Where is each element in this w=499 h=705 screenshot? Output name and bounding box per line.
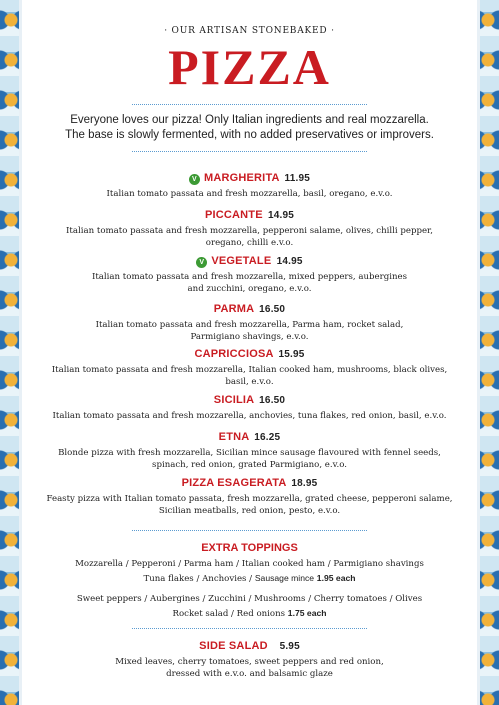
item-desc-line: and zucchini, oregano, e.v.o.: [187, 284, 312, 294]
menu-item-margherita: [32, 172, 467, 200]
side-salad-price: 5.95: [279, 641, 300, 652]
item-description: [32, 271, 467, 295]
side-salad-section: [32, 640, 467, 680]
intro-line-2: The base is slowly fermented, with no added preservatives or improvers.: [65, 129, 434, 141]
item-description: [32, 225, 467, 249]
item-description: [32, 364, 467, 388]
item-name: ETNA: [218, 431, 250, 443]
item-price: 16.50: [259, 304, 286, 315]
item-name: PICCANTE: [204, 209, 263, 221]
item-name: VEGETALE: [211, 255, 272, 267]
divider-side-salad: [132, 628, 367, 629]
item-desc-line: Sicilian meatballs, red onion, pesto, e.v.o.: [158, 506, 341, 516]
toppings-line-4-text: Rocket salad / Red onions: [172, 609, 286, 619]
item-desc-line: Italian tomato passata and fresh mozzarella, mixed peppers, aubergines: [91, 272, 408, 282]
toppings-line-2-text: Tuna flakes / Anchovies /: [143, 574, 253, 584]
item-desc-line: Italian tomato passata and fresh mozzarella, anchovies, tuna flakes, red onion, basil, e.v.o.: [52, 411, 447, 421]
item-price: 16.50: [259, 395, 286, 406]
item-desc-line: Parmigiano shavings, e.v.o.: [190, 332, 309, 342]
item-name: MARGHERITA: [203, 172, 280, 184]
decorative-tile-border-right: [477, 0, 499, 705]
item-name: PARMA: [213, 303, 254, 315]
item-description: [32, 188, 467, 200]
item-name: SICILIA: [213, 394, 254, 406]
item-desc-line: oregano, chilli e.v.o.: [205, 238, 294, 248]
menu-item-pizza-esagerata: [32, 477, 467, 517]
item-description: [32, 410, 467, 422]
item-desc-line: Italian tomato passata and fresh mozzarella, pepperoni salame, olives, chilli pepper,: [66, 226, 433, 236]
decorative-tile-border-left: [0, 0, 22, 705]
item-desc-line: basil, e.v.o.: [225, 377, 274, 387]
side-salad-desc-line: dressed with e.v.o. and balsamic glaze: [166, 669, 333, 679]
divider-extras: [132, 530, 367, 531]
vegetarian-icon: V: [189, 174, 200, 185]
side-salad-description: [32, 656, 467, 680]
item-price: 18.95: [291, 478, 318, 489]
toppings-line-3: Sweet peppers / Aubergines / Zucchini / Mushrooms / Cherry tomatoes / Olives: [76, 594, 423, 604]
extra-toppings-section: [32, 542, 467, 621]
item-desc-line: Blonde pizza with fresh mozzarella, Sicilian mince sausage flavoured with fennel seeds,: [58, 448, 441, 458]
item-price: 14.95: [276, 256, 303, 267]
item-description: [32, 493, 467, 517]
divider-intro: [132, 151, 367, 152]
item-description: [32, 319, 467, 343]
item-price: 11.95: [284, 173, 311, 184]
menu-item-sicilia: [32, 394, 467, 422]
toppings-line-1: Mozzarella / Pepperoni / Parma ham / Italian cooked ham / Parmigiano shavings: [75, 559, 424, 569]
menu-item-capricciosa: [32, 348, 467, 388]
item-price: 16.25: [254, 432, 281, 443]
divider-top: [132, 104, 367, 105]
menu-item-parma: [32, 303, 467, 343]
side-salad-title: SIDE SALAD: [199, 640, 268, 652]
item-desc-line: spinach, red onion, grated Parmigiano, e.v.o.: [152, 460, 347, 470]
item-price: 14.95: [268, 210, 295, 221]
toppings-line-2: [32, 571, 467, 586]
item-description: [32, 447, 467, 471]
toppings-line-2-sausage: Sausage mince: [254, 573, 315, 583]
menu-eyebrow: · OUR ARTISAN STONEBAKED ·: [164, 26, 335, 36]
item-name: CAPRICCIOSA: [194, 348, 274, 360]
item-desc-line: Feasty pizza with Italian tomato passata, fresh mozzarella, grated cheese, pepperoni salame,: [46, 494, 453, 504]
side-salad-desc-line: Mixed leaves, cherry tomatoes, sweet peppers and red onion,: [115, 657, 384, 667]
vegetarian-icon: V: [196, 257, 207, 268]
menu-item-etna: [32, 431, 467, 471]
menu-page: [22, 0, 477, 705]
item-desc-line: Italian tomato passata and fresh mozzarella, basil, oregano, e.v.o.: [106, 189, 393, 199]
menu-item-vegetale: [32, 255, 467, 295]
item-price: 15.95: [278, 349, 305, 360]
toppings-price-1: 1.95 each: [316, 573, 356, 583]
intro-text: [42, 113, 457, 143]
item-name: PIZZA ESAGERATA: [181, 477, 287, 489]
extra-toppings-title: EXTRA TOPPINGS: [201, 542, 298, 554]
menu-item-piccante: [32, 209, 467, 249]
menu-title: PIZZA: [168, 39, 331, 95]
toppings-line-4: [32, 606, 467, 621]
item-desc-line: Italian tomato passata and fresh mozzarella, Parma ham, rocket salad,: [95, 320, 404, 330]
intro-line-1: Everyone loves our pizza! Only Italian ingredients and real mozzarella.: [70, 114, 429, 126]
item-desc-line: Italian tomato passata and fresh mozzarella, Italian cooked ham, mushrooms, black olives,: [51, 365, 448, 375]
toppings-price-2: 1.75 each: [287, 608, 327, 618]
